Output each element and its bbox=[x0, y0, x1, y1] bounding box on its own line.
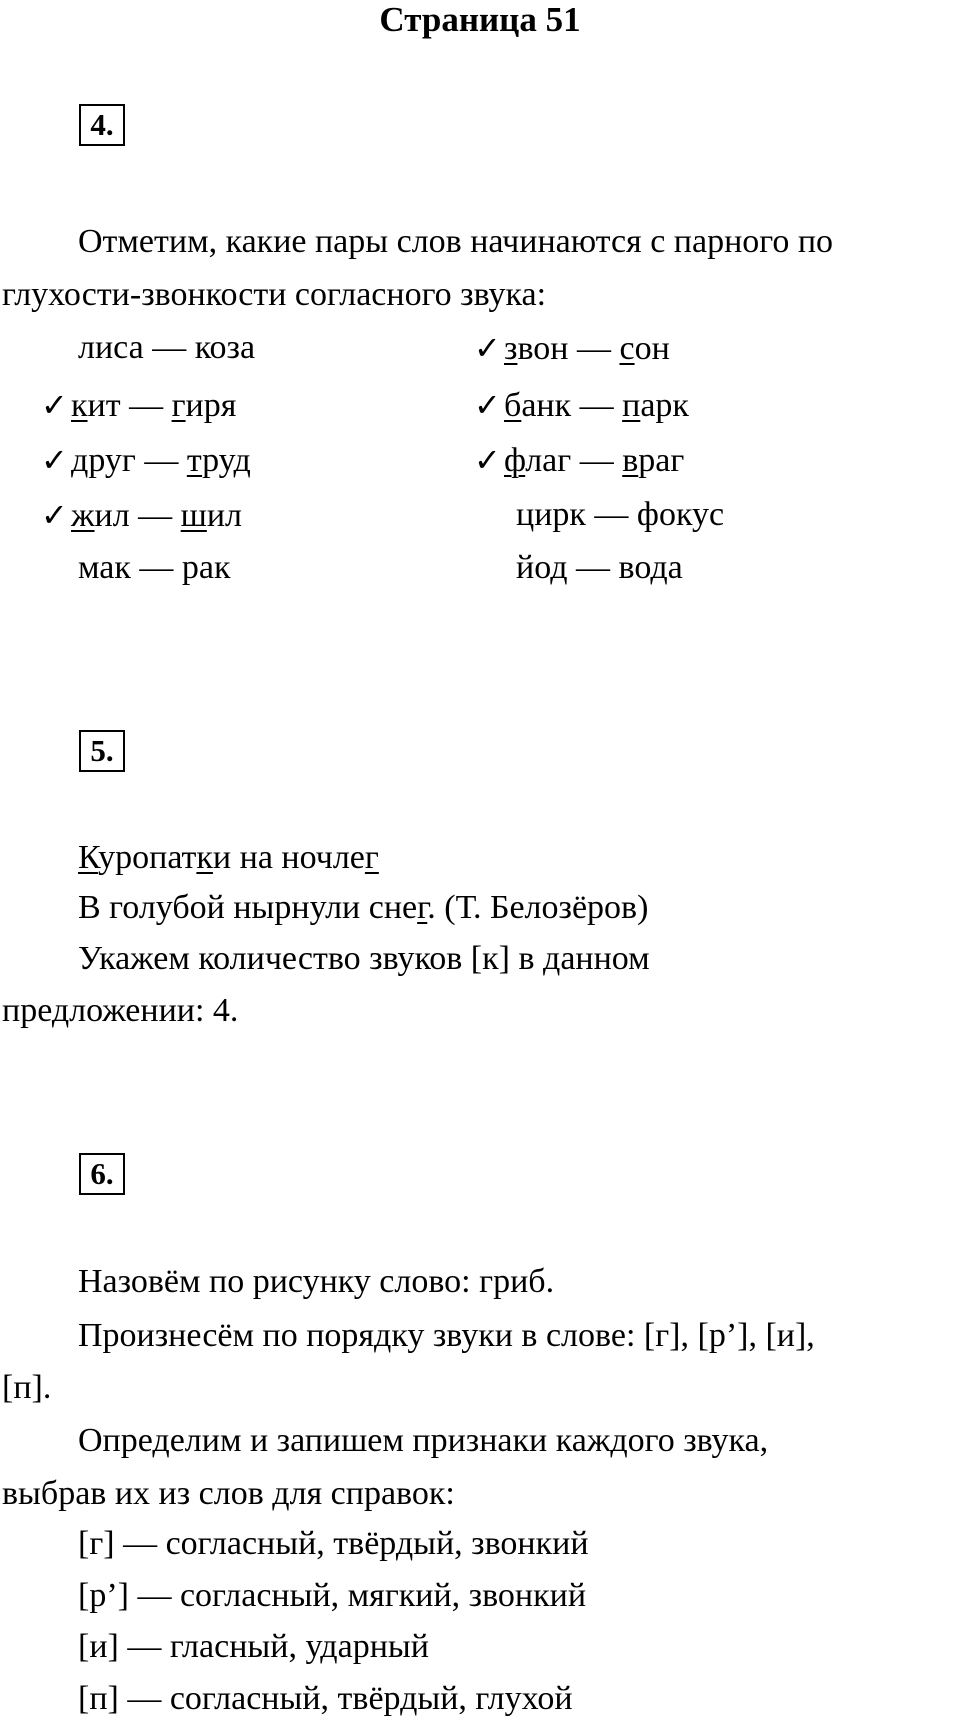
task-5-number: 5. bbox=[79, 730, 125, 772]
text-part: и на ночле bbox=[212, 839, 365, 876]
word-pair bbox=[78, 328, 255, 368]
word-rest: он bbox=[634, 330, 670, 367]
word-rest: цирк bbox=[516, 496, 586, 533]
underlined-letter: ф bbox=[504, 442, 526, 479]
word-rest: фокус bbox=[636, 496, 725, 533]
check-mark-icon: ✓ bbox=[41, 386, 68, 424]
task-6-line-4: Определим и запишем признаки каждого звука, bbox=[78, 1422, 769, 1459]
underlined-letter: с bbox=[619, 330, 635, 367]
underlined-letter: з bbox=[504, 330, 518, 367]
task-5-line-2 bbox=[78, 888, 648, 928]
underlined-letter: ж bbox=[71, 497, 95, 534]
word-pair bbox=[516, 548, 683, 588]
word-pair bbox=[41, 440, 251, 481]
dash: — bbox=[143, 329, 195, 366]
dash: — bbox=[120, 387, 172, 424]
dash: — bbox=[567, 549, 619, 586]
underlined-letter: г bbox=[417, 889, 428, 926]
task-6-sound-4: [п] — согласный, твёрдый, глухой bbox=[78, 1680, 573, 1717]
word-pair bbox=[41, 495, 242, 536]
word-rest: йод bbox=[516, 549, 568, 586]
word-pair bbox=[474, 328, 670, 369]
dash: — bbox=[571, 442, 623, 479]
check-mark-icon: ✓ bbox=[474, 386, 501, 424]
check-mark-icon: ✓ bbox=[474, 329, 501, 367]
underlined-letter: К bbox=[78, 839, 99, 876]
word-pair bbox=[516, 495, 724, 535]
dash: — bbox=[130, 549, 182, 586]
underlined-letter: в bbox=[622, 442, 639, 479]
word-rest: руд bbox=[202, 442, 251, 479]
word-rest: мак bbox=[78, 549, 131, 586]
check-mark-icon: ✓ bbox=[41, 441, 68, 479]
word-rest: рак bbox=[181, 549, 231, 586]
word-rest: коза bbox=[194, 329, 256, 366]
underlined-letter: к bbox=[196, 839, 213, 876]
text-part: . (Т. Белозёров) bbox=[427, 889, 649, 926]
underlined-letter: ш bbox=[180, 497, 207, 534]
task-6-sound-2: [р’] — согласный, мягкий, звонкий bbox=[78, 1577, 587, 1614]
word-rest: ил bbox=[206, 497, 243, 534]
underlined-letter: т bbox=[186, 442, 203, 479]
word-pair bbox=[41, 385, 236, 426]
dash: — bbox=[129, 497, 181, 534]
underlined-letter: д bbox=[71, 442, 89, 479]
word-rest: вон bbox=[517, 330, 569, 367]
check-mark-icon: ✓ bbox=[474, 441, 501, 479]
text-part: В голубой нырнули сне bbox=[78, 889, 418, 926]
underlined-letter: г bbox=[364, 839, 379, 876]
task-6-sound-3: [и] — гласный, ударный bbox=[78, 1628, 429, 1665]
task-5-line-4: предложении: 4. bbox=[2, 992, 239, 1029]
word-pair bbox=[78, 548, 231, 588]
text-part: уропат bbox=[98, 839, 197, 876]
dash: — bbox=[585, 496, 637, 533]
underlined-letter: п bbox=[622, 387, 641, 424]
word-rest: лиса bbox=[78, 329, 144, 366]
task-6-line-5: выбрав их из слов для справок: bbox=[2, 1475, 455, 1512]
word-rest: раг bbox=[638, 442, 685, 479]
word-rest: анк bbox=[521, 387, 572, 424]
underlined-letter: г bbox=[171, 387, 186, 424]
underlined-letter: б bbox=[504, 387, 522, 424]
dash: — bbox=[568, 330, 620, 367]
task-6-number: 6. bbox=[79, 1153, 125, 1195]
task-6-line-3: [п]. bbox=[2, 1369, 52, 1406]
task-5-line-3: Укажем количество звуков [к] в данном bbox=[78, 940, 650, 977]
task-4-intro-line-1: Отметим, какие пары слов начинаются с парного по bbox=[78, 223, 834, 260]
word-rest: вода bbox=[618, 549, 683, 586]
word-pair bbox=[474, 385, 689, 426]
word-rest: ил bbox=[94, 497, 130, 534]
task-6-sound-1: [г] — согласный, твёрдый, звонкий bbox=[78, 1525, 589, 1562]
underlined-letter: к bbox=[71, 387, 88, 424]
task-6-line-1: Назовём по рисунку слово: гриб. bbox=[78, 1263, 555, 1300]
word-pair bbox=[474, 440, 684, 481]
word-rest: иря bbox=[185, 387, 237, 424]
dash: — bbox=[135, 442, 187, 479]
dash: — bbox=[571, 387, 623, 424]
task-4-intro-line-2: глухости-звонкости согласного звука: bbox=[2, 276, 547, 313]
word-rest: арк bbox=[640, 387, 689, 424]
check-mark-icon: ✓ bbox=[41, 496, 68, 534]
word-rest: ит bbox=[87, 387, 121, 424]
task-5-line-1 bbox=[78, 838, 379, 878]
task-6-line-2: Произнесём по порядку звуки в слове: [г], [р’], [и], bbox=[78, 1317, 815, 1354]
page-title: Страница 51 bbox=[379, 0, 581, 39]
word-rest: лаг bbox=[525, 442, 572, 479]
word-rest: руг bbox=[88, 442, 136, 479]
task-4-number: 4. bbox=[79, 104, 125, 146]
